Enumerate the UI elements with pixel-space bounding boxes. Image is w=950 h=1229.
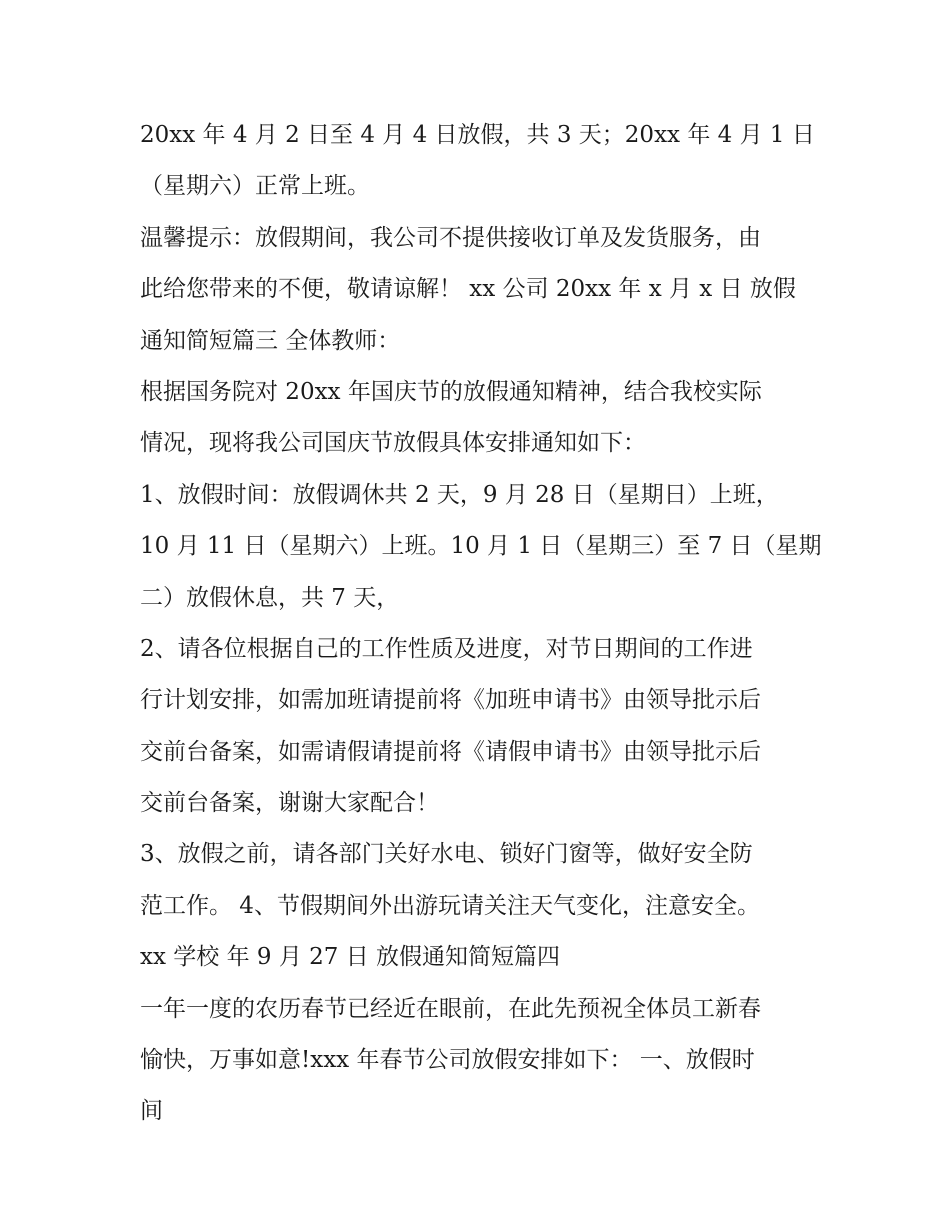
text-line: （星期六）正常上班。: [140, 173, 370, 200]
text-line: 交前台备案，如需请假请提前将《请假申请书》由领导批示后: [140, 738, 761, 765]
text-line: 二）放假休息，共 7 天，: [140, 584, 400, 611]
text-line: 愉快，万事如意!xxx 年春节公司放假安排如下： 一、放假时: [140, 1047, 755, 1074]
text-line: 3、放假之前，请各部门关好水电、锁好门窗等，做好安全防: [140, 841, 753, 868]
text-line: 10 月 11 日（星期六）上班。10 月 1 日（星期三）至 7 日（星期: [140, 533, 822, 560]
text-line: 情况，现将我公司国庆节放假具体安排通知如下：: [140, 430, 646, 457]
text-line: 1、放假时间：放假调休共 2 天，9 月 28 日（星期日）上班，: [140, 481, 779, 508]
text-line: 2、请各位根据自己的工作性质及进度，对节日期间的工作进: [140, 635, 753, 662]
text-line: 温馨提示：放假期间，我公司不提供接收订单及发货服务，由: [140, 224, 761, 251]
text-line: 通知简短篇三 全体教师：: [140, 327, 401, 354]
text-line: 范工作。 4、节假期间外出游玩请关注天气变化，注意安全。: [140, 892, 760, 919]
text-line: 间: [140, 1098, 163, 1125]
document-body: [140, 110, 820, 1138]
text-line: 行计划安排，如需加班请提前将《加班申请书》由领导批示后: [140, 687, 761, 714]
text-line: 交前台备案，谢谢大家配合！: [140, 790, 439, 817]
text-line: 此给您带来的不便，敬请谅解！ xx 公司 20xx 年 x 月 x 日 放假: [140, 276, 796, 303]
text-line: 20xx 年 4 月 2 日至 4 月 4 日放假，共 3 天；20xx 年 4 月 1 日: [140, 122, 815, 148]
text-line: xx 学校 年 9 月 27 日 放假通知简短篇四: [140, 944, 561, 971]
text-line: 根据国务院对 20xx 年国庆节的放假通知精神，结合我校实际: [140, 378, 762, 405]
text-line: 一年一度的农历春节已经近在眼前，在此先预祝全体员工新春: [140, 995, 761, 1022]
